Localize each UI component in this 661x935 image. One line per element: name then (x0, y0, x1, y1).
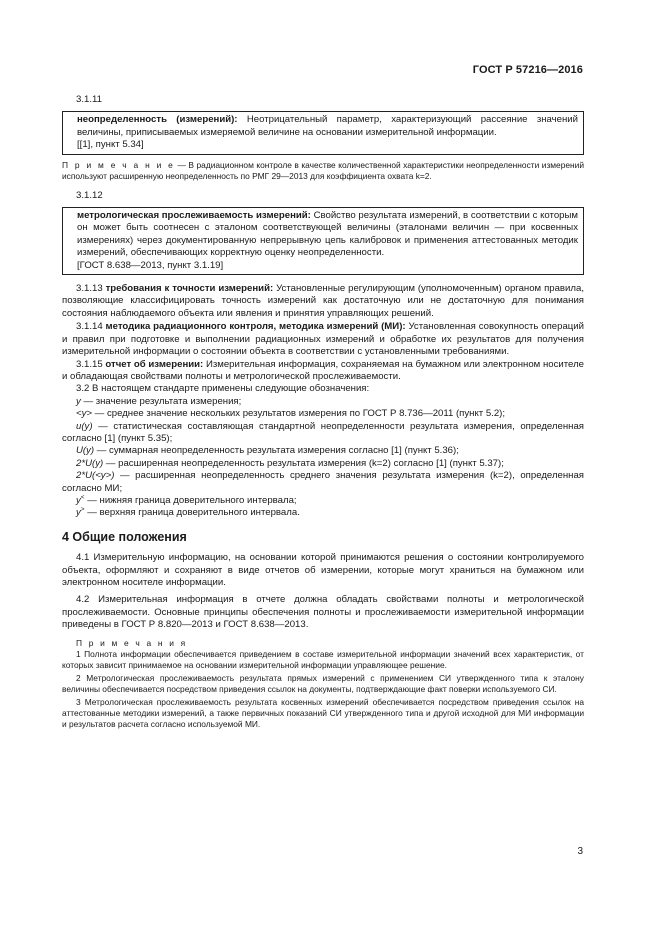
symbol: <y> (76, 408, 93, 420)
symbol-item (62, 445, 584, 457)
symbol: y (76, 395, 81, 407)
term-3-1-11: неопределенность (измерений): (77, 114, 238, 126)
symbol-description: — среднее значение нескольких результатов измерения по ГОСТ Р 8.736—2011 (пункт 5.2); (92, 408, 506, 420)
term-3-1-12: метрологическая прослеживаемость измерений: (77, 210, 311, 222)
symbol: 2*U(y) (76, 457, 104, 469)
notes-label (62, 638, 584, 649)
symbol-item (62, 421, 584, 446)
symbol: y (76, 507, 81, 519)
symbol-description: — статистическая составляющая стандартной неопределенности результата измерения, определенная согласно [1] (пункт 5.35); (62, 420, 584, 444)
paragraph-4-2: 4.2 Измерительная информация в отчете должна обладать свойствами полноты и метрологической прослеживаемости. Основные принципы обеспечения полноты и прослеживаемости измерительной информации приведены в ГОСТ Р 8.820—2013 и ГОСТ 8.638—2013. (62, 594, 584, 631)
symbol-item (62, 495, 584, 507)
definition-3-1-11 (77, 114, 578, 139)
term-3-1-13: требования к точности измерений: (105, 283, 274, 295)
symbol: u(y) (76, 420, 93, 432)
note-item: 3 Метрологическая прослеживаемость результата косвенных измерений обеспечивается посредством приведения ссылок на аттестованные методики измерений, а также первичных показаний СИ утвержденного типа и другой исходной для МИ информации и результатов расчета согласно используемой МИ. (62, 696, 584, 729)
note-3-1-11 (62, 160, 584, 182)
term-3-1-14: методика радиационного контроля, методика измерений (МИ): (105, 321, 406, 333)
term-number-3-1-15: 3.1.15 (76, 358, 103, 370)
definition-box-3-1-11 (62, 111, 584, 154)
symbol-item (62, 458, 584, 470)
note-item: 1 Полнота информации обеспечивается приведением в составе измерительной информации значений всех характеристик, от которых зависит принимаемое на основании измерительной информации управляющее решение. (62, 648, 584, 670)
term-number-3-1-14: 3.1.14 (76, 321, 103, 333)
section-heading: 4 Общие положения (62, 529, 187, 544)
term-number-3-1-11: 3.1.11 (76, 94, 102, 105)
definition-text-3-1-11: Неотрицательный параметр, характеризующий рассеяние значений величины, приписываемых измеряемой величине на основании измерительной информации. (77, 114, 578, 138)
definition-text-3-1-14: Установленная совокупность операций и правил при подготовке и выполнении радиационных измерений и обработке их результатов для получения измерительной информации о состоянии объекта в соответствии с установленными требованиями. (62, 321, 585, 358)
source-3-1-11: [[1], пункт 5.34] (77, 139, 144, 151)
symbol-description: — значение результата измерения; (80, 395, 242, 407)
symbol-item (62, 396, 584, 408)
notes-label-text: П р и м е ч а н и я (76, 637, 188, 648)
document-body (62, 94, 584, 730)
term-number-3-1-13: 3.1.13 (76, 283, 103, 295)
symbol-description: — расширенная неопределенность среднего значения результата измерения (k=2), определенная согласно МИ; (62, 470, 584, 494)
definition-3-1-14 (62, 321, 584, 358)
definition-3-1-13 (62, 283, 584, 320)
symbols-intro: 3.2 В настоящем стандарте применены следующие обозначения: (76, 383, 370, 395)
symbol-superscript: < (80, 493, 85, 501)
definition-box-3-1-12 (62, 207, 584, 275)
definition-text-3-1-12: Свойство результата измерений, в соответствии с которым он может быть соотнесен с эталоном соответствующей величины (эталонами величин — при косвенных измерениях) через документированную непрерывную цепь калибровок и применения аттестованных методик измерений, обеспечивающих корректную оценку неопределенности. (77, 210, 578, 259)
paragraph-4-1: 4.1 Измерительную информацию, на основании которой принимаются решения о состоянии контролируемого объекта, оформляют и сохраняют в виде отчетов об измерении, которые могут храниться на бумажном или электронном носителе информации. (62, 552, 584, 588)
symbol: U(y) (76, 445, 95, 457)
symbol-description: — суммарная неопределенность результата измерения согласно [1] (пункт 5.36); (94, 445, 459, 457)
symbols-list (62, 396, 584, 520)
note-label: П р и м е ч а н и е (62, 159, 176, 170)
source-3-1-12: [ГОСТ 8.638—2013, пункт 3.1.19] (77, 259, 224, 271)
symbol-superscript: > (80, 506, 85, 514)
definition-text-3-1-13: Установленные регулирующим (уполномоченным) органом правила, позволяющие классифицировать точность измерений как достаточную или не достаточную для понимания состояния наблюдаемого объекта или явления и принятия управляющих решений. (62, 283, 584, 319)
symbol-item (62, 507, 584, 519)
symbol-item (62, 408, 584, 420)
note-text: — В радиационном контроле в качестве количественной характеристики неопределенности измерений используют расширенную неопределенность по РМГ 29—2013 для коэффициента охвата k=2. (62, 159, 585, 181)
document-header: ГОСТ Р 57216—2016 (472, 64, 583, 76)
page-number: 3 (577, 846, 583, 857)
note-item: 2 Метрологическая прослеживаемость результата прямых измерений с применением СИ утвержденного типа к эталону величины обеспечивается посредством приведения ссылок на документы, подтверждающие факт поверки используемого СИ. (62, 672, 584, 694)
term-number-3-1-12: 3.1.12 (76, 189, 103, 201)
definition-3-1-12 (77, 210, 578, 260)
symbol-description: — нижняя граница доверительного интервала; (84, 494, 297, 506)
term-3-1-15: отчет об измерении: (105, 358, 204, 370)
definition-text-3-1-15: Измерительная информация, сохраняемая на бумажном или электронном носителе и обладающая свойствами полноты и метрологической прослеживаемости. (62, 358, 585, 382)
symbol: 2*U(<y>) (76, 470, 115, 482)
definition-3-1-15 (62, 359, 584, 384)
symbol-item (62, 470, 584, 495)
symbol-description: — верхняя граница доверительного интервала. (84, 507, 300, 519)
symbol-description: — расширенная неопределенность результата измерения (k=2) согласно [1] (пункт 5.37); (103, 457, 504, 469)
symbol: y (76, 494, 81, 506)
